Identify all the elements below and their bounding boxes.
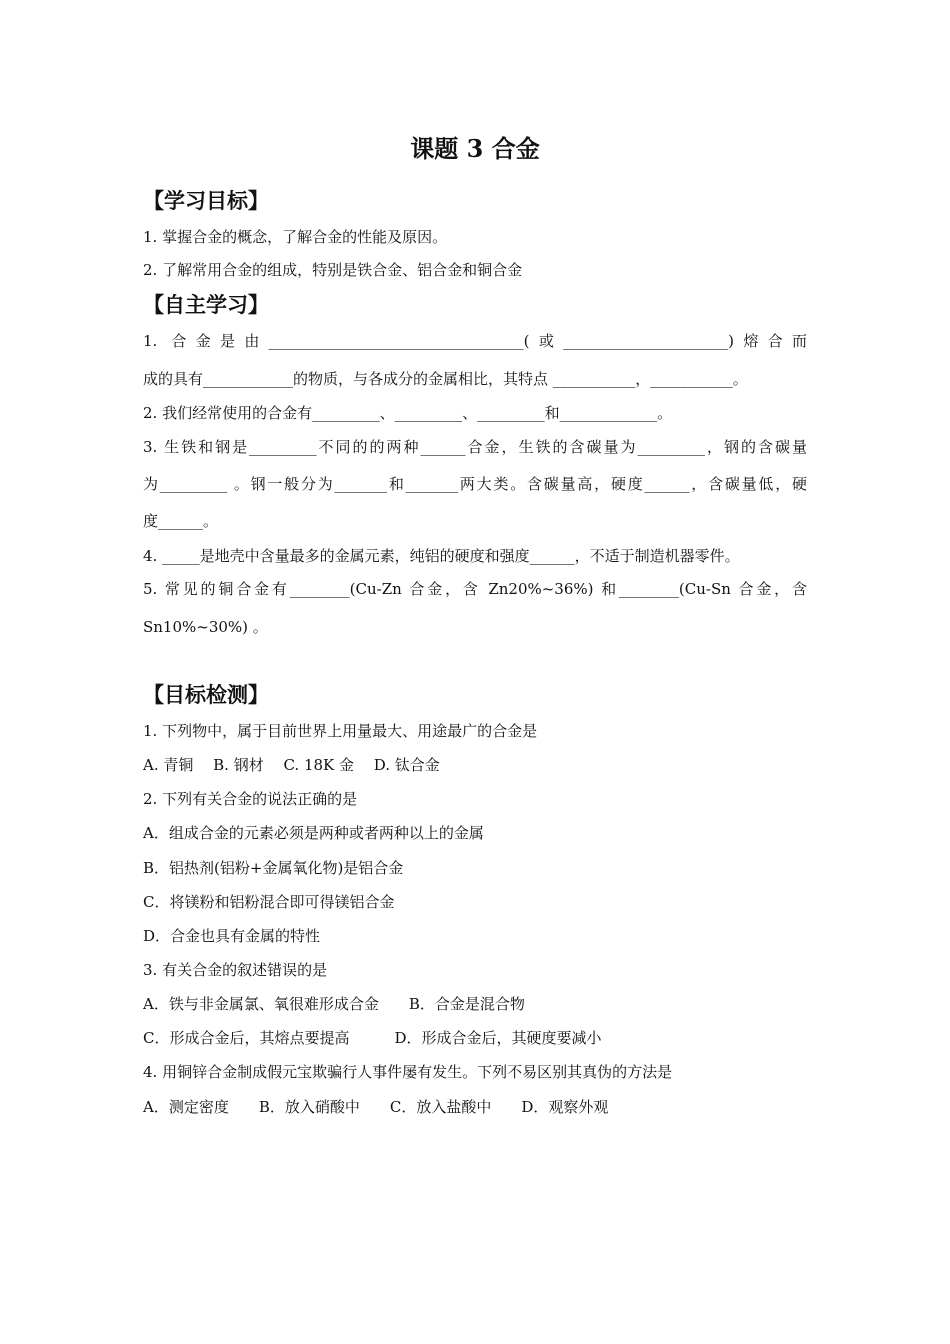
question-1-options: A. 青铜 B. 钢材 C. 18K 金 D. 钛合金 [143, 756, 440, 774]
goal-item-1: 1. 掌握合金的概念，了解合金的性能及原因。 [143, 228, 448, 246]
self-study-line-7: 4. _____是地壳中含量最多的金属元素，纯铝的硬度和强度______，不适于制造机器零件。 [143, 547, 740, 565]
question-2-option-c: C．将镁粉和铝粉混合即可得镁铝合金 [143, 893, 395, 911]
question-2-option-d: D．合金也具有金属的特性 [143, 927, 321, 945]
page-title: 课题 3 合金 [410, 134, 540, 163]
self-study-line-5: 为_________ 。钢一般分为_______和_______两大类。含碳量高，硬度______，含碳量低，硬 [143, 475, 807, 493]
self-study-line-4: 3. 生铁和钢是_________不同的的两种______合金，生铁的含碳量为_________，钢的含碳量 [143, 438, 807, 456]
question-3-options-ab: A．铁与非金属氯、氧很难形成合金 B．合金是混合物 [143, 995, 525, 1013]
self-study-line-2: 成的具有____________的物质，与各成分的金属相比，其特点 ___________，___________。 [143, 370, 748, 388]
self-study-line-3: 2. 我们经常使用的合金有_________、_________、_________和_____________。 [143, 404, 673, 422]
self-study-line-1: 1. 合金是由__________________________________(或______________________)熔合而 [143, 332, 807, 350]
goal-item-2: 2. 了解常用合金的组成，特别是铁合金、铝合金和铜合金 [143, 261, 523, 279]
question-3: 3. 有关合金的叙述错误的是 [143, 961, 328, 979]
self-study-line-8: 5. 常见的铜合金有________(Cu-Zn 合金，含 Zn20%~36%) 和________(Cu-Sn 合金，含 [143, 580, 807, 598]
question-1: 1. 下列物中，属于目前世界上用量最大、用途最广的合金是 [143, 722, 538, 740]
question-2-option-b: B．铝热剂(铝粉+金属氧化物)是铝合金 [143, 859, 404, 877]
question-2-option-a: A．组成合金的元素必须是两种或者两种以上的金属 [143, 824, 484, 842]
heading-goal-check: 【目标检测】 [143, 683, 269, 707]
question-3-options-cd: C．形成合金后，其熔点要提高 D．形成合金后，其硬度要减小 [143, 1029, 602, 1047]
heading-self-study: 【自主学习】 [143, 293, 269, 317]
question-2: 2. 下列有关合金的说法正确的是 [143, 790, 358, 808]
heading-learning-goals: 【学习目标】 [143, 189, 269, 213]
question-4: 4. 用铜锌合金制成假元宝欺骗行人事件屡有发生。下列不易区别其真伪的方法是 [143, 1063, 673, 1081]
question-4-options: A．测定密度 B．放入硝酸中 C．放入盐酸中 D．观察外观 [143, 1098, 609, 1116]
self-study-line-6: 度______。 [143, 512, 219, 530]
self-study-line-9: Sn10%~30%) 。 [143, 618, 268, 636]
